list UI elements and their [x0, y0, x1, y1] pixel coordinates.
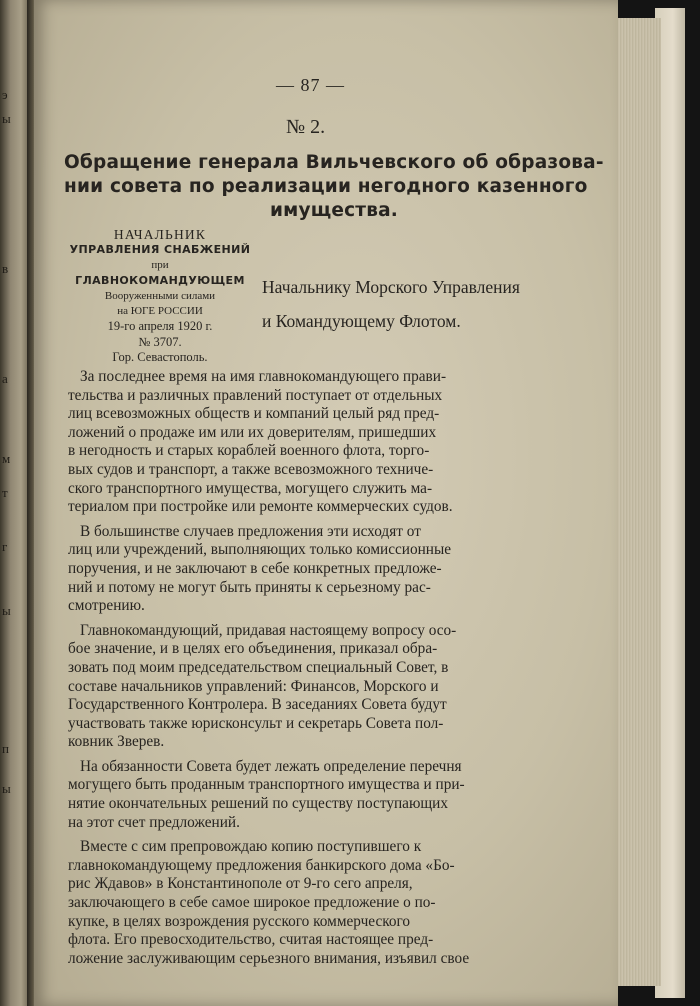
stamp-line: Гор. Севастополь.: [112, 350, 208, 365]
left-page-fragment: э: [2, 87, 8, 102]
title-line: имущества.: [269, 200, 399, 221]
title-line: Обращение генерала Вильчевского об образова-: [64, 152, 604, 173]
text-line: На обязанности Совета будет лежать определение перечня: [80, 757, 462, 775]
text-line: составе начальников управлений: Финансов, Морского и: [68, 677, 439, 695]
text-line: лиц всевозможных обществ и компаний целый ряд пред-: [68, 405, 440, 423]
stamp-line: ГЛАВНОКОМАНДУЮЩЕМ: [75, 274, 245, 288]
paragraph: [68, 838, 568, 968]
document-title: [64, 151, 604, 223]
text-line: В большинстве случаев предложения эти исходят от: [80, 522, 421, 540]
paragraph: [68, 368, 568, 517]
addressee: [262, 270, 520, 338]
stamp-line: 19-го апреля 1920 г.: [107, 319, 213, 334]
letter-body: [68, 368, 568, 974]
text-line: поручения, и не заключают в себе конкретных предложе-: [68, 559, 442, 577]
left-page-fragment: т: [2, 485, 8, 500]
text-line: тельства и различных правлений поступает от отдельных: [68, 386, 443, 404]
stamp-line: Вооруженными силами: [104, 289, 216, 302]
text-line: ний и потому не могут быть приняты к серьезному рас-: [68, 578, 431, 596]
previous-page-edge: [0, 0, 30, 1006]
text-line: купке, в целях возрождения русского коммерческого: [68, 912, 411, 930]
text-line: териалом при постройке или ремонте коммерческих судов.: [68, 498, 453, 516]
text-line: заключающего в себе самое широкое предложение о по-: [68, 894, 436, 912]
text-line: Государственного Контролера. В заседаниях Совета будут: [68, 696, 447, 714]
stamp-line: на ЮГЕ РОССИИ: [117, 305, 203, 318]
left-page-fragment: в: [2, 261, 9, 276]
sender-stamp: [62, 227, 258, 366]
text-line: флота. Его превосходительство, считая настоящее пред-: [68, 931, 434, 949]
text-line: рис Ждавов» в Константинополе от 9-го сего апреля,: [68, 875, 413, 893]
text-line: участвовать также юрисконсульт и секретарь Совета пол-: [68, 714, 444, 732]
stamp-line: при: [151, 258, 169, 271]
text-line: ложение заслуживающим серьезного внимания, изъявил свое: [68, 949, 470, 967]
text-line: лиц или учреждений, выполняющих только комиссионные: [68, 541, 452, 559]
text-line: нятие окончательных решений по существу поступающих: [68, 795, 448, 813]
text-line: зовать под моим председательством специальный Совет, в: [68, 658, 449, 676]
text-line: ложений о продаже им или их доверителям, пришедших: [68, 423, 437, 441]
page-number: — 87 —: [276, 75, 345, 95]
left-page-fragment: ы: [2, 111, 11, 126]
left-page-fragment: г: [2, 539, 8, 554]
document-number: № 2.: [286, 116, 326, 138]
text-line: главнокомандующему предложения банкирского дома «Бо-: [68, 856, 455, 874]
stamp-line: УПРАВЛЕНИЯ СНАБЖЕНИЙ: [69, 243, 251, 257]
paragraph: [68, 758, 568, 832]
text-line: Главнокомандующий, придавая настоящему вопросу осо-: [80, 621, 457, 639]
stamp-line: № 3707.: [138, 334, 182, 349]
text-line: на этот счет предложений.: [68, 813, 240, 831]
text-line: могущего быть проданным транспортного имущества и при-: [68, 776, 465, 794]
stamp-line: НАЧАЛЬНИК: [113, 227, 207, 242]
text-line: За последнее время на имя главнокомандующего прави-: [80, 368, 447, 385]
text-line: Вместе с сим препровождаю копию поступившего к: [80, 838, 422, 856]
page-stack-edges: [616, 18, 661, 986]
title-line: нии совета по реализации негодного казенного: [64, 176, 588, 197]
text-line: ковник Зверев.: [68, 733, 165, 751]
left-page-fragment: ы: [2, 781, 11, 796]
left-page-fragment: а: [2, 371, 8, 386]
left-page-fragment: п: [2, 741, 9, 756]
text-line: вых судов и транспорт, а также всевозможного техниче-: [68, 460, 434, 478]
text-line: ского транспортного имущества, могущего служить ма-: [68, 479, 433, 497]
left-page-fragment: м: [2, 451, 11, 466]
addressee-line: Начальнику Морского Управления: [262, 277, 520, 297]
text-line: смотрению.: [68, 597, 145, 615]
text-line: бое значение, и в целях его объединения, приказал обра-: [68, 640, 438, 658]
text-line: в негодность и старых кораблей военного флота, торго-: [68, 442, 430, 460]
left-page-fragment: ы: [2, 603, 11, 618]
paragraph: [68, 523, 568, 616]
addressee-line: и Командующему Флотом.: [262, 311, 461, 331]
paragraph: [68, 622, 568, 752]
